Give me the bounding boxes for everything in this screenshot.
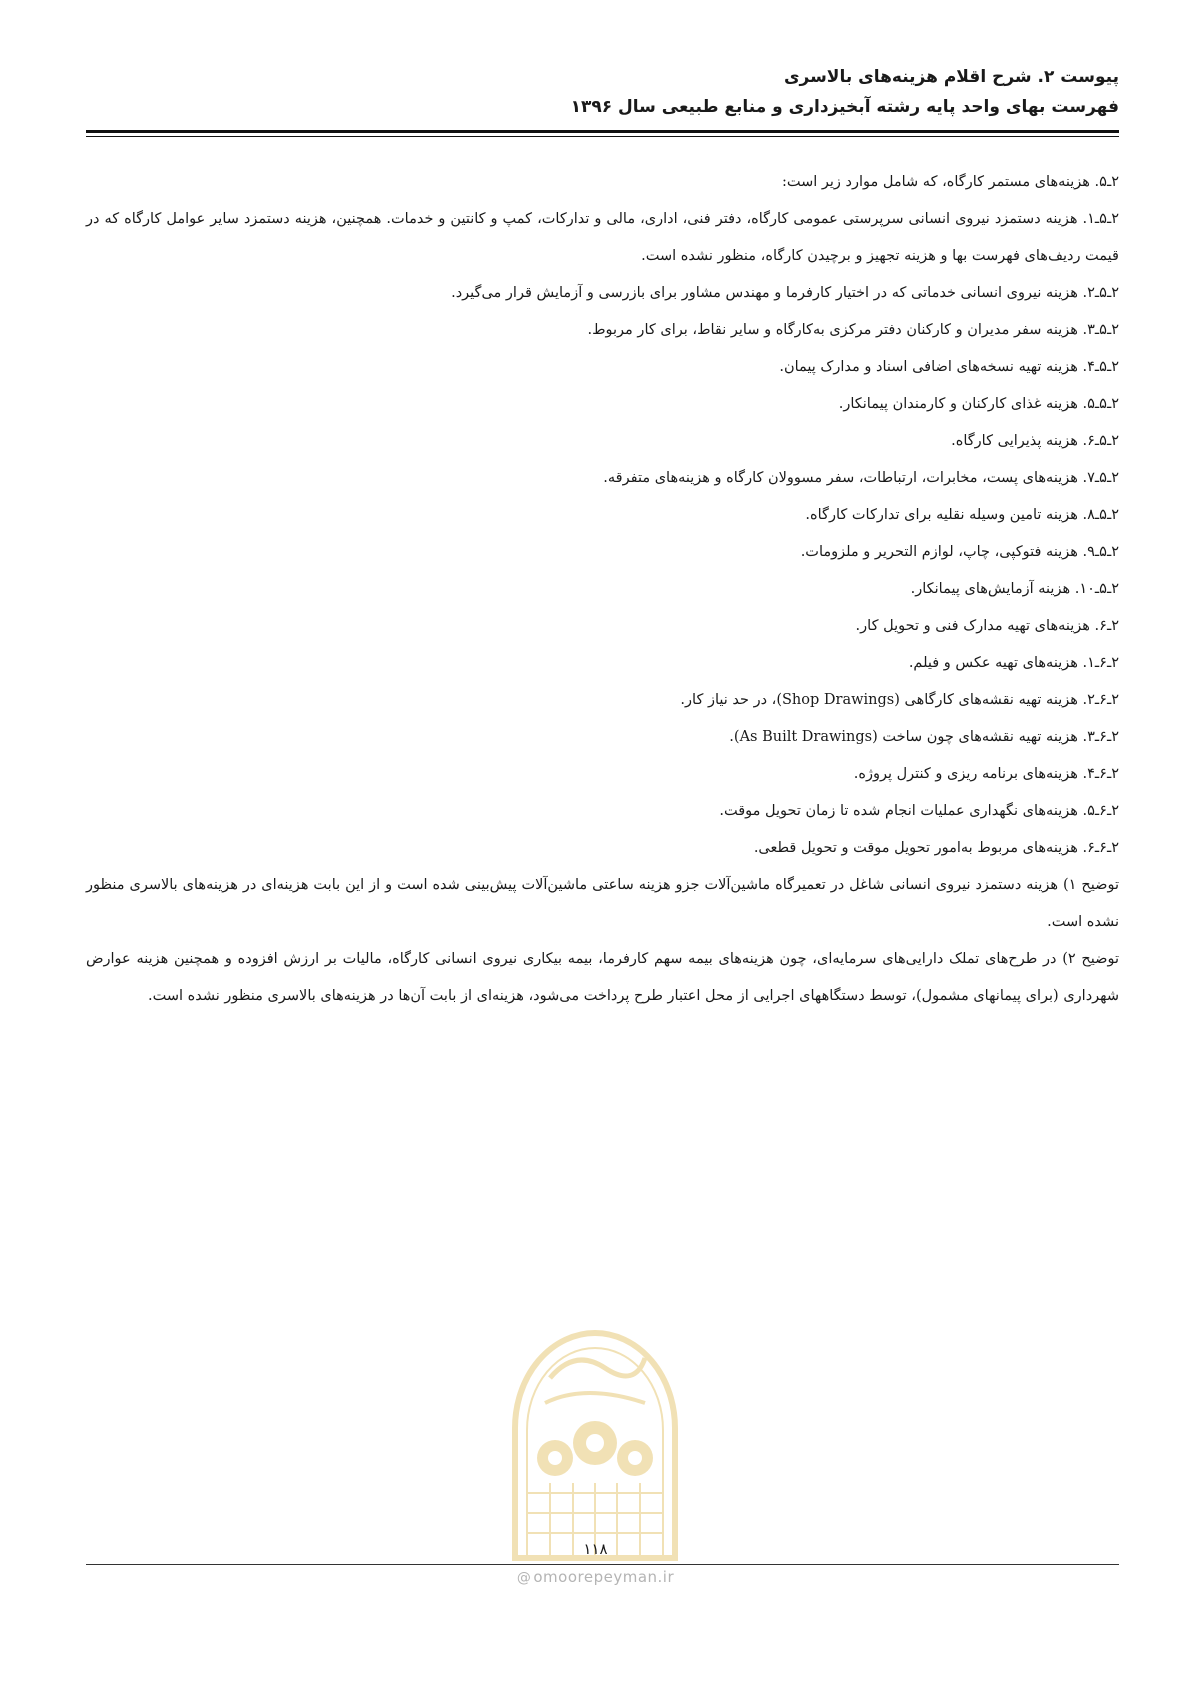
note-paragraph: توضیح ۲) در طرح‌های تملک دارایی‌های سرمایه‌ای، چون هزینه‌های بیمه سهم کارفرما، بیمه بیکاری نیروی انسانی کارگاه، مالیات بر ارزش افزوده و همچنین هزینه عوارض شهرداری (برای پیمانهای مشمول)، توسط دستگاههای اجرایی از محل اعتبار طرح پرداخت می‌شود، هزینه‌ای از بابت آن‌ها در هزینه‌های بالاسری منظور نشده است. (86, 951, 1119, 1004)
page-number: ۱۱۸ (583, 1540, 608, 1558)
paragraph: ۲ـ۶ـ۵. هزینه‌های نگهداری عملیات انجام شده تا زمان تحویل موقت. (719, 803, 1119, 819)
paragraph: ۲ـ۶ـ۶. هزینه‌های مربوط به‌امور تحویل موقت و تحویل قطعی. (753, 840, 1119, 856)
header-rule-thin (86, 136, 1119, 137)
paragraph: ۲ـ۵. هزینه‌های مستمر کارگاه، که شامل موارد زیر است: (781, 174, 1119, 190)
paragraph: ۲ـ۵ـ۲. هزینه نیروی انسانی خدماتی که در اختیار کارفرما و مهندس مشاور برای بازرسی و آزمایش قرار می‌گیرد. (451, 285, 1119, 301)
paragraph: ۲ـ۵ـ۶. هزینه پذیرایی کارگاه. (951, 433, 1119, 449)
page-header (86, 62, 1119, 122)
paragraph: ۲ـ۵ـ۹. هزینه فتوکپی، چاپ، لوازم التحریر و ملزومات. (800, 544, 1119, 560)
paragraph: ۲ـ۵ـ۳. هزینه سفر مدیران و کارکنان دفتر مرکزی به‌کارگاه و سایر نقاط، برای کار مربوط. (587, 322, 1119, 338)
appendix-title: پیوست ۲. شرح اقلام هزینه‌های بالاسری (783, 67, 1119, 87)
website-text: omoorepeyman.ir (533, 1568, 675, 1586)
body-content (86, 164, 1119, 1015)
document-title: فهرست بهای واحد پایه رشته آبخیزداری و منابع طبیعی سال ۱۳۹۶ (570, 97, 1119, 117)
paragraph: ۲ـ۶ـ۳. هزینه تهیه نقشه‌های چون ساخت (As Built Drawings). (729, 729, 1119, 745)
footer-rule (86, 1564, 1119, 1565)
paragraph: ۲ـ۶ـ۲. هزینه تهیه نقشه‌های کارگاهی (Shop Drawings)، در حد نیاز کار. (680, 692, 1119, 708)
paragraph: ۲ـ۶ـ۴. هزینه‌های برنامه ریزی و کنترل پروژه. (853, 766, 1119, 782)
paragraph: ۲ـ۵ـ۱. هزینه دستمزد نیروی انسانی سرپرستی عمومی کارگاه، دفتر فنی، اداری، مالی و تدارکات، کمپ و کانتین و خدمات. همچنین، هزینه دستمزد سایر عوامل کارگاه که در قیمت ردیف‌های فهرست بها و هزینه تجهیز و برچیدن کارگاه، منظور نشده است. (86, 211, 1119, 264)
paragraph: ۲ـ۶ـ۱. هزینه‌های تهیه عکس و فیلم. (908, 655, 1119, 671)
paragraph: ۲ـ۵ـ۴. هزینه تهیه نسخه‌های اضافی اسناد و مدارک پیمان. (779, 359, 1119, 375)
footer-website (0, 1568, 1191, 1586)
header-rule-thick (86, 130, 1119, 133)
paragraph: ۲ـ۵ـ۱۰. هزینه آزمایش‌های پیمانکار. (910, 581, 1119, 597)
paragraph: ۲ـ۵ـ۵. هزینه غذای کارکنان و کارمندان پیمانکار. (838, 396, 1119, 412)
note-paragraph: توضیح ۱) هزینه دستمزد نیروی انسانی شاغل در تعمیرگاه ماشین‌آلات جزو هزینه ساعتی ماشین‌آلات پیش‌بینی شده است و از این بابت هزینه‌ای در هزینه‌های بالاسری منظور نشده است. (86, 877, 1119, 930)
watermark-logo-icon (495, 1308, 695, 1578)
at-icon: @ (516, 1570, 532, 1586)
paragraph: ۲ـ۵ـ۷. هزینه‌های پست، مخابرات، ارتباطات، سفر مسوولان کارگاه و هزینه‌های متفرقه. (603, 470, 1119, 486)
paragraph: ۲ـ۵ـ۸. هزینه تامین وسیله نقلیه برای تدارکات کارگاه. (805, 507, 1119, 523)
paragraph: ۲ـ۶. هزینه‌های تهیه مدارک فنی و تحویل کار. (855, 618, 1119, 634)
